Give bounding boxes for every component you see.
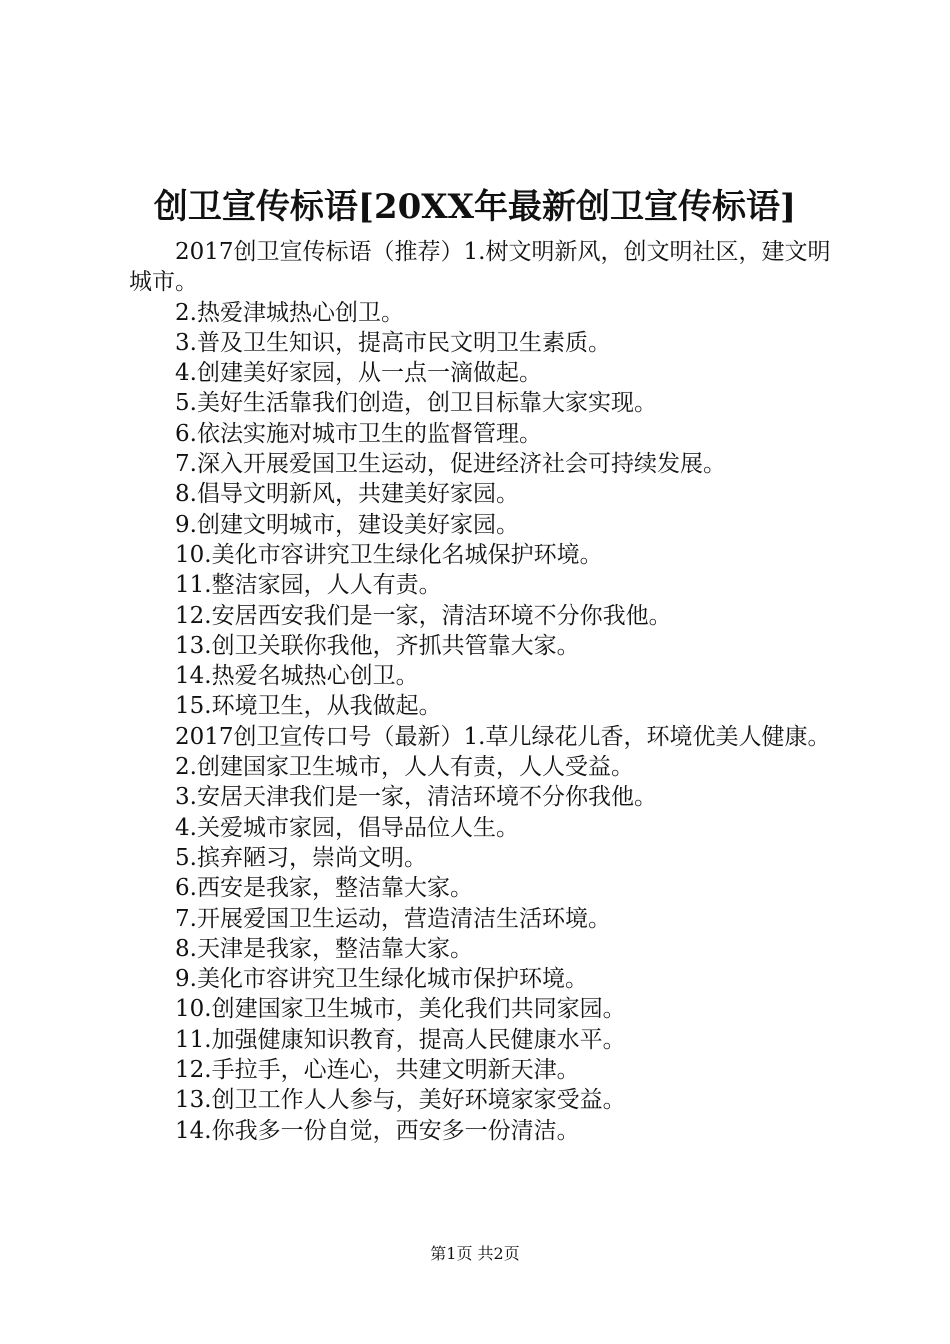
paragraph: 15.环境卫生，从我做起。 [175, 693, 442, 720]
paragraph: 7.深入开展爱国卫生运动，促进经济社会可持续发展。 [175, 451, 726, 478]
paragraph: 6.西安是我家，整洁靠大家。 [175, 875, 473, 902]
paragraph: 2.热爱津城热心创卫。 [175, 299, 404, 326]
paragraph: 6.依法实施对城市卫生的监督管理。 [175, 420, 542, 447]
paragraph: 13.创卫关联你我他，齐抓共管靠大家。 [175, 632, 580, 659]
paragraph: 10.美化市容讲究卫生绿化名城保护环境。 [175, 541, 603, 568]
document-title: 创卫宣传标语[20XX年最新创卫宣传标语] [153, 187, 797, 227]
paragraph: 8.倡导文明新风，共建美好家园。 [175, 481, 519, 508]
paragraph: 5.美好生活靠我们创造，创卫目标靠大家实现。 [175, 390, 657, 417]
paragraph: 12.手拉手，心连心，共建文明新天津。 [175, 1057, 580, 1084]
paragraph: 10.创建国家卫生城市，美化我们共同家园。 [175, 996, 626, 1023]
paragraph: 13.创卫工作人人参与，美好环境家家受益。 [175, 1087, 626, 1114]
paragraph: 4.关爱城市家园，倡导品位人生。 [175, 814, 519, 841]
paragraph: 12.安居西安我们是一家，清洁环境不分你我他。 [175, 602, 672, 629]
page-number: 第1页 共2页 [430, 1244, 520, 1263]
paragraph: 9.美化市容讲究卫生绿化城市保护环境。 [175, 966, 588, 993]
paragraph: 11.加强健康知识教育，提高人民健康水平。 [175, 1026, 626, 1053]
paragraph: 2017创卫宣传标语（推荐）1.树文明新风，创文明社区，建文明城市。 [129, 239, 831, 296]
paragraph: 4.创建美好家园，从一点一滴做起。 [175, 360, 542, 387]
paragraph: 11.整洁家园，人人有责。 [175, 572, 442, 599]
paragraph: 3.普及卫生知识，提高市民文明卫生素质。 [175, 329, 611, 356]
paragraph: 14.你我多一份自觉，西安多一份清洁。 [175, 1117, 580, 1144]
paragraph: 2.创建国家卫生城市，人人有责，人人受益。 [175, 754, 634, 781]
paragraph: 9.创建文明城市，建设美好家园。 [175, 511, 519, 538]
paragraph: 8.天津是我家，整洁靠大家。 [175, 935, 473, 962]
paragraph: 2017创卫宣传口号（最新）1.草儿绿花儿香，环境优美人健康。 [175, 723, 831, 750]
paragraph: 14.热爱名城热心创卫。 [175, 663, 419, 690]
paragraph: 3.安居天津我们是一家，清洁环境不分你我他。 [175, 784, 657, 811]
document-body [129, 237, 841, 1146]
paragraph: 5.摈弃陋习，崇尚文明。 [175, 844, 427, 871]
paragraph: 7.开展爱国卫生运动，营造清洁生活环境。 [175, 905, 611, 932]
